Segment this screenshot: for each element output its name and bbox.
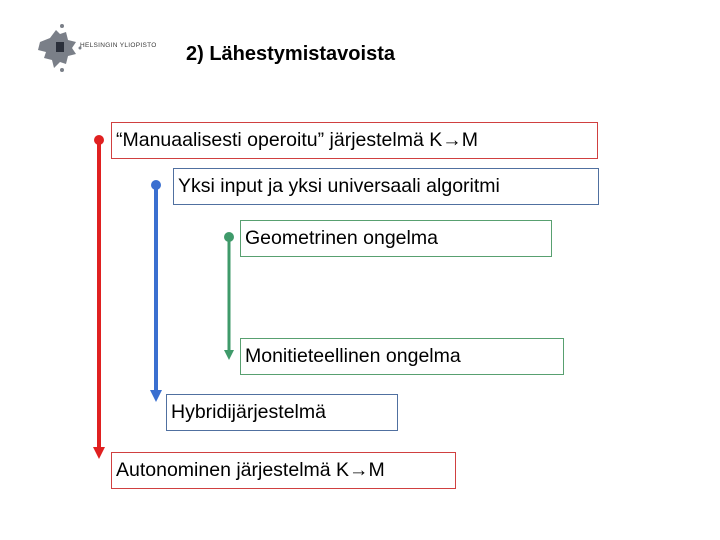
level-label: Geometrinen ongelma (245, 227, 438, 249)
green-arrow-head (224, 350, 234, 360)
level-box-single-input (173, 168, 599, 205)
page-title: 2) Lähestymistavoista (186, 43, 395, 65)
level-label: Monitieteellinen ongelma (245, 345, 461, 367)
level-box-autonomous-system (111, 452, 456, 489)
middle-blue-arrow (150, 180, 162, 402)
blue-arrow-head (150, 390, 162, 402)
level-label: Yksi input ja yksi universaali algoritmi (178, 175, 500, 197)
level-label: “Manuaalisesti operoitu” järjestelmä K→M (116, 129, 478, 151)
level-box-multidisciplinary-problem (240, 338, 564, 375)
level-label: Hybridijärjestelmä (171, 401, 326, 423)
level-box-manual-system (111, 122, 598, 159)
level-label: Autonominen järjestelmä K→M (116, 459, 385, 481)
red-arrow-head (93, 447, 105, 459)
logo-text: HELSINGIN YLIOPISTO (80, 42, 157, 49)
outer-red-arrow (93, 135, 105, 459)
inner-green-arrow (224, 232, 234, 360)
level-box-geometric-problem (240, 220, 552, 257)
level-box-hybrid-system (166, 394, 398, 431)
